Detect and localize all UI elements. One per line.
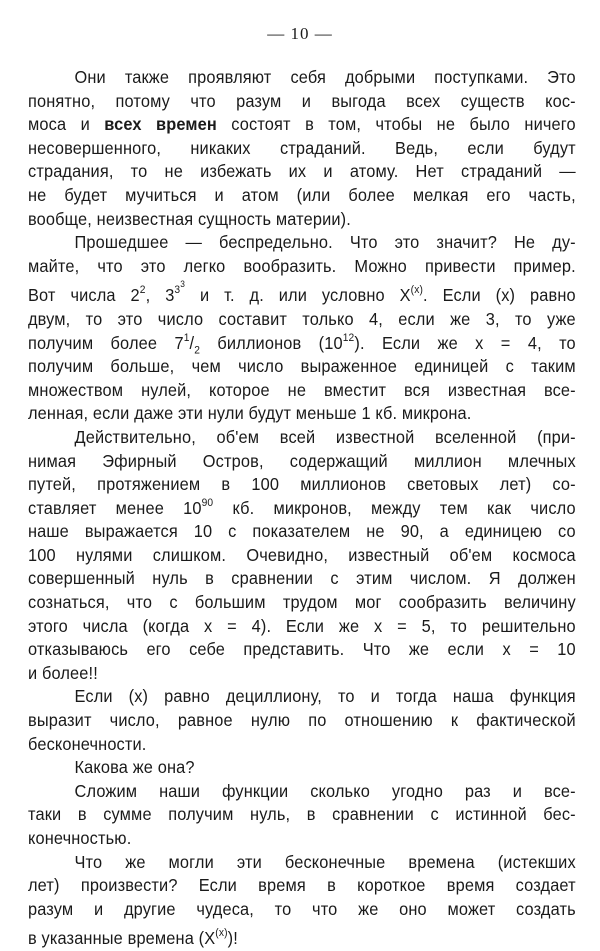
text-line: Если (x) равно дециллиону, то и тогда наша функция [74, 686, 576, 707]
text-line: 100 нулями слишком. Очевидно, известный об'ем космоса [28, 544, 576, 565]
exponent-base: 3 [174, 284, 181, 297]
text-line: лет) произвести? Если время в короткое время создает [28, 875, 576, 896]
bold-emphasis: всех времен [104, 114, 217, 135]
text-line: понятно, потому что разум и выгода всех существ кос- [28, 90, 576, 111]
fraction-numerator: 1 [183, 331, 190, 344]
text-run: , 3 [145, 285, 175, 306]
paragraph-5 [28, 756, 576, 780]
paragraph-6 [28, 780, 576, 851]
text-run: моса и [28, 114, 105, 135]
text-line: Сложим наши функции сколько угодно раз и все- [74, 780, 576, 801]
text-run: )! [227, 928, 238, 949]
text-line: Прошедшее — беспредельно. Что это значит? Не ду- [74, 232, 576, 253]
text-line: страдания, то не избежать их и атому. Нет страданий — [28, 161, 576, 182]
text-run: и т. д. или условно X [185, 285, 411, 306]
exponent: (x) [410, 284, 424, 297]
text-line: отказываюсь его себе представить. Что же если x = 10 [28, 639, 576, 660]
fraction-denominator: 2 [194, 344, 201, 357]
nested-exponent: 3 [180, 279, 186, 290]
text-line: не будет мучиться и атом (или более мелкая его часть, [28, 184, 576, 205]
paragraph-1 [28, 66, 576, 231]
exponent: 12 [342, 331, 355, 344]
text-line: путей, протяжением в 100 миллионов световых лет) со- [28, 474, 576, 495]
text-run: ставляет менее 10 [28, 497, 202, 518]
paragraph-7 [28, 851, 576, 951]
text-line: майте, что это легко вообразить. Можно привести пример. [28, 255, 576, 276]
text-line [28, 113, 576, 137]
text-run: Вот числа 2 [28, 285, 140, 306]
text-run: . Если (x) равно [423, 285, 576, 306]
text-line [28, 332, 576, 356]
text-line: и более!! [28, 662, 98, 683]
text-line: наше выражается 10 с показателем не 90, а единицею со [28, 521, 576, 542]
text-line: сознаться, что с большим трудом мог сообразить величину [28, 592, 576, 613]
text-line: ленная, если даже эти нули будут меньше 1 кб. микрона. [28, 403, 472, 424]
text-line: разум и другие чудеса, то что же оно может создать [28, 898, 576, 919]
exponent [174, 279, 186, 297]
text-line: Какова же она? [74, 757, 195, 778]
fraction-slash: / [189, 332, 195, 353]
paragraph-4 [28, 685, 576, 756]
text-line-with-exponent [28, 921, 576, 951]
exponent: 90 [201, 496, 214, 509]
paragraph-2 [28, 231, 576, 426]
text-line: выразит число, равное нулю по отношению к фактической [28, 710, 576, 731]
text-run: биллионов (10 [200, 332, 343, 353]
text-line: несовершенного, никаких страданий. Ведь, если будут [28, 137, 576, 158]
text-line: Они также проявляют себя добрыми поступками. Это [74, 67, 576, 87]
text-line: двум, то это число составит только 4, если же 3, то уже [28, 308, 576, 329]
text-line: Что же могли эти бесконечные времена (истекших [74, 851, 576, 872]
text-line: вообще, неизвестная сущность материи). [28, 208, 351, 229]
text-line: нимая Эфирный Остров, содержащий миллион млечных [28, 450, 576, 471]
text-line: конечностью. [28, 828, 132, 848]
text-run: получим более 7 [28, 332, 184, 353]
exponent: (x) [215, 927, 228, 940]
text-run: состоят в том, чтобы не было ничего [216, 114, 576, 135]
text-line: таки в сумме получим нуль, в сравнении с истинной бес- [28, 804, 576, 825]
page-number: — 10 — [267, 24, 333, 43]
text-line [28, 497, 576, 521]
text-line: множеством нулей, которое не вместит вся известная все- [28, 379, 576, 400]
text-line: бесконечности. [28, 733, 147, 754]
page-body [28, 66, 576, 951]
text-line: Действительно, об'ем всей известной вселенной (при- [74, 426, 576, 447]
text-run: кб. микронов, между тем как число [213, 497, 576, 518]
text-line: получим больше, чем число выраженное единицей с таким [28, 356, 576, 377]
text-run: ). Если же x = 4, то [354, 332, 576, 353]
text-line-with-exponents [28, 278, 576, 308]
text-line: совершенный нуль в сравнении с этим числом. Я должен [28, 568, 576, 589]
text-line: этого числа (когда x = 4). Если же x = 5, то решительно [28, 615, 576, 636]
paragraph-3 [28, 426, 576, 686]
text-run: в указанные времена (X [28, 928, 216, 949]
exponent: 2 [139, 284, 146, 297]
